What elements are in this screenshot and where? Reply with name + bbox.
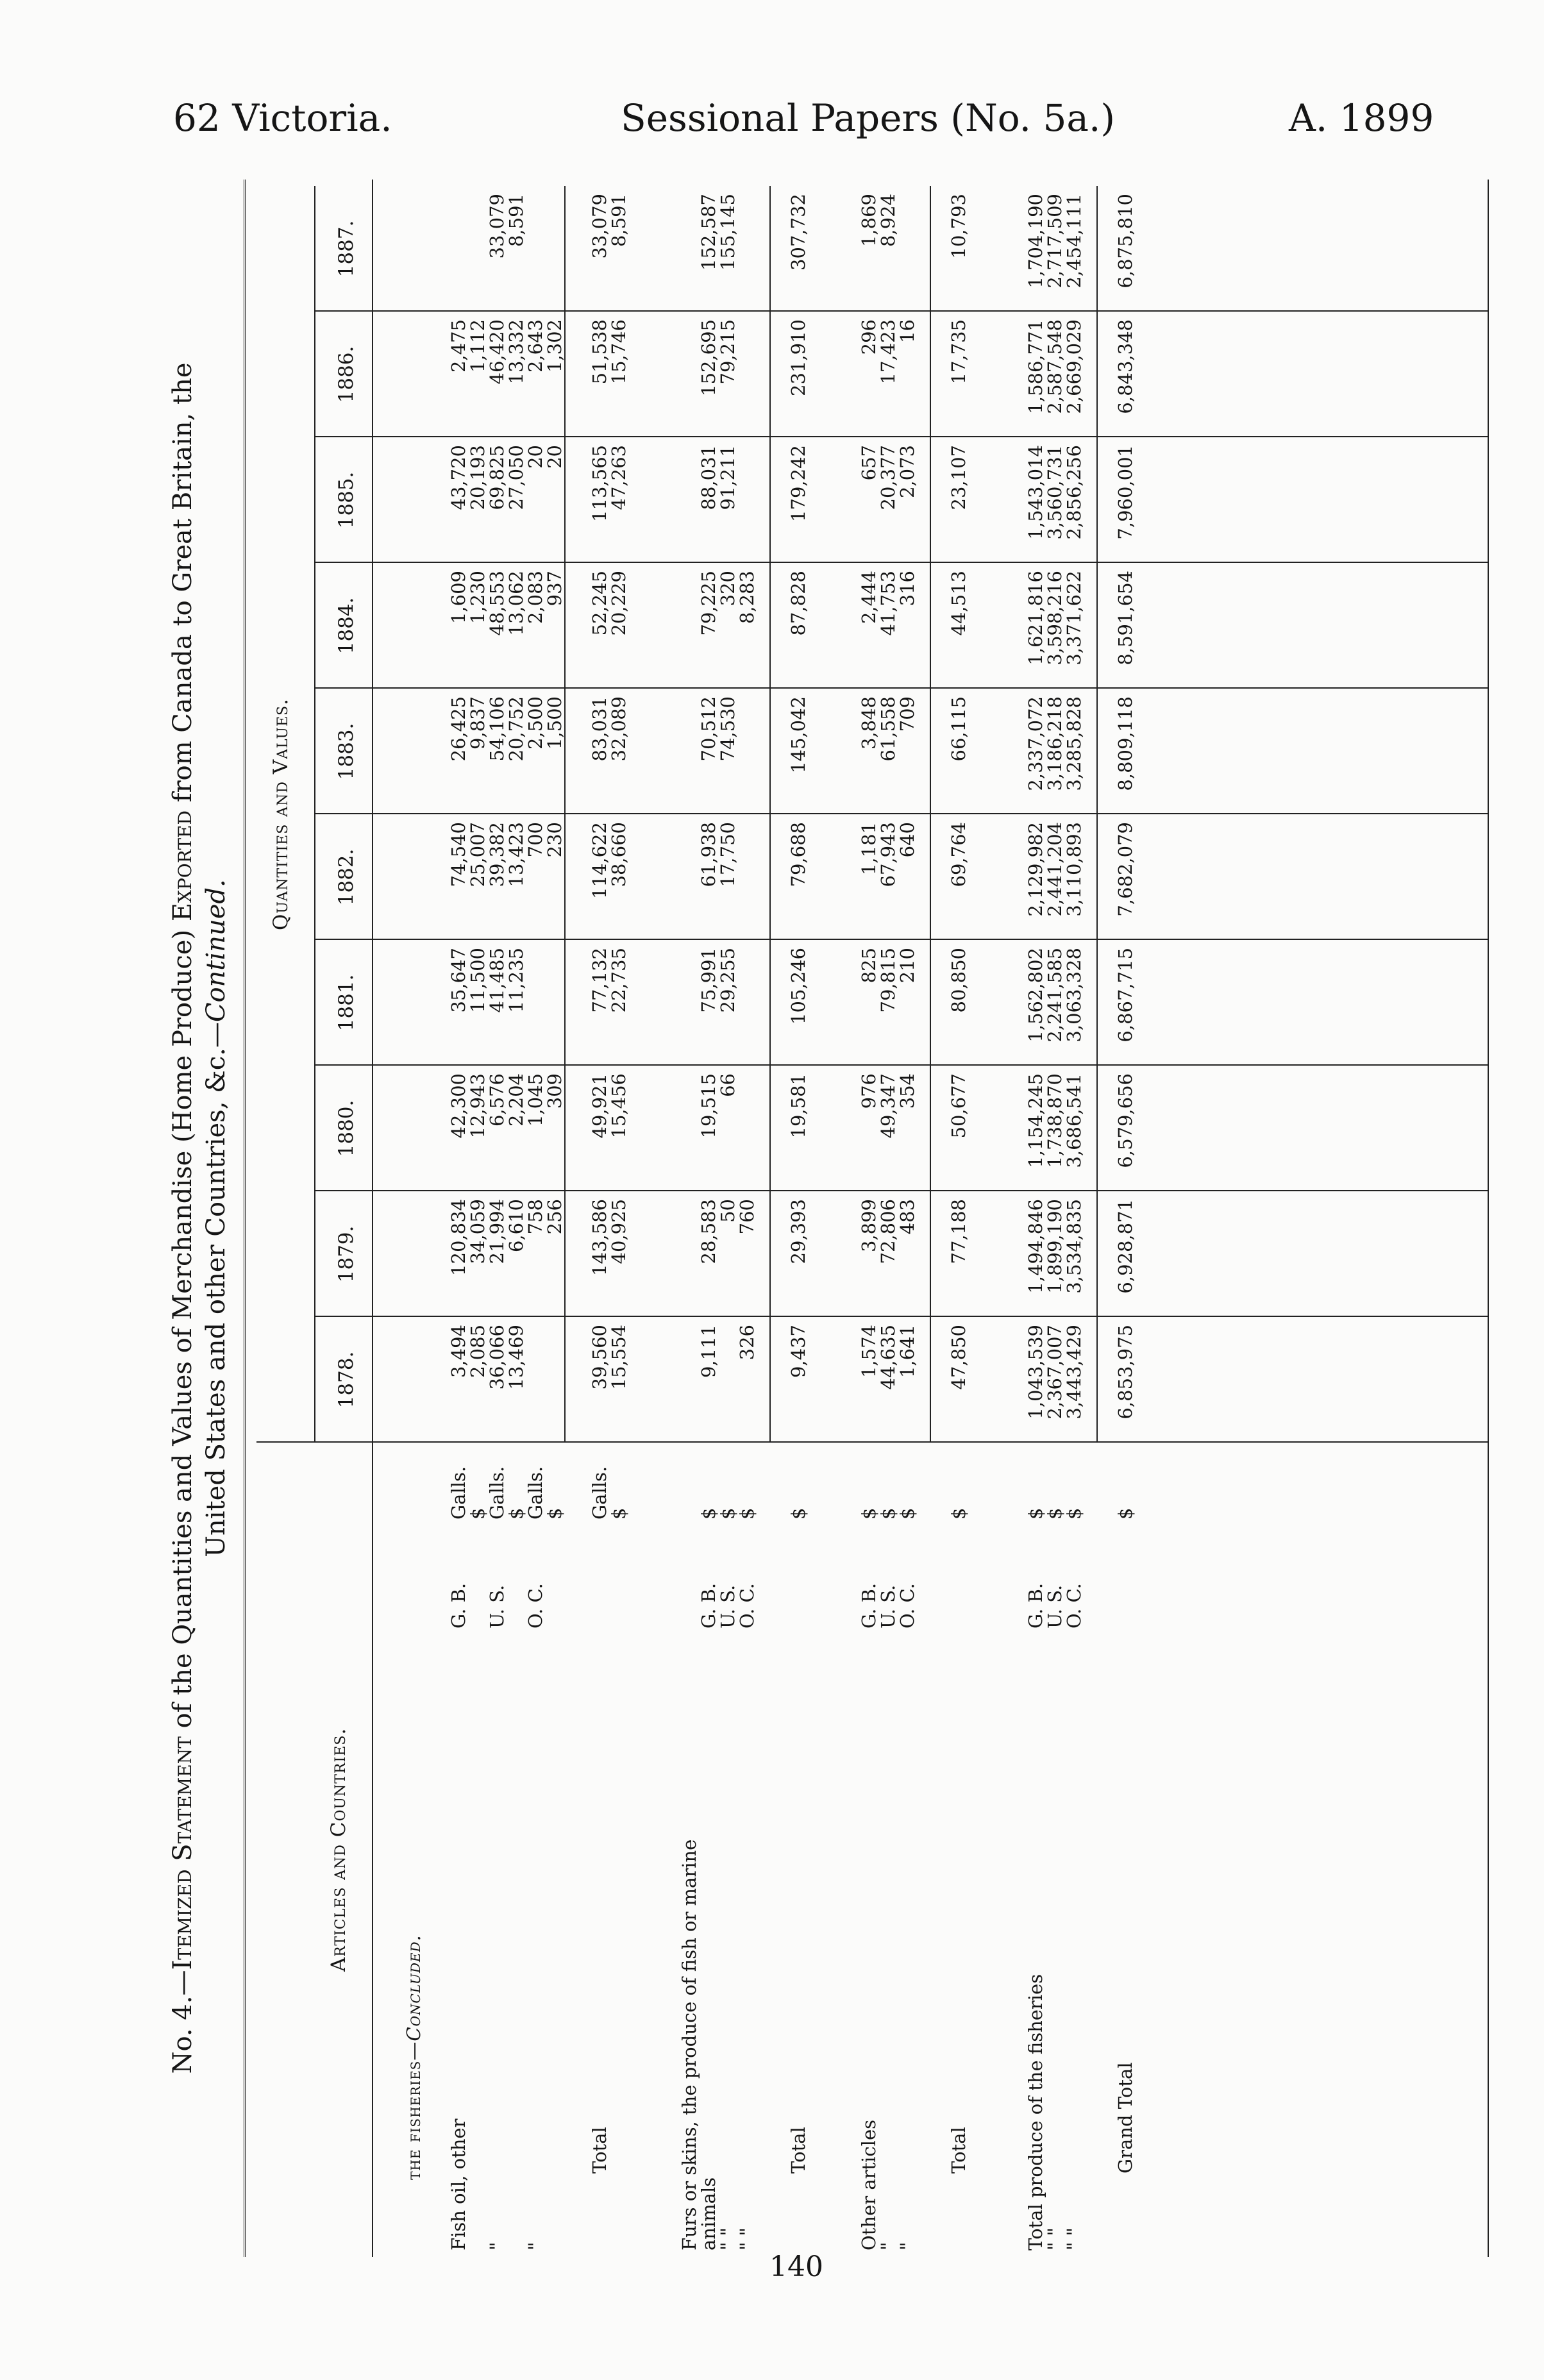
row-label: " [896, 2242, 918, 2250]
table-cell: 152,695 [698, 319, 719, 396]
table-cell: 25,007 [467, 822, 489, 887]
table-cell: 145,042 [787, 696, 809, 773]
table-cell: 1,543,014 [1025, 445, 1046, 540]
table-cell: 70,512 [698, 696, 719, 762]
row-unit: $ [896, 1507, 918, 1520]
table-cell: 1,043,539 [1025, 1325, 1046, 1420]
table-cell: 6,853,975 [1114, 1325, 1136, 1420]
table-cell: 709 [896, 696, 918, 732]
table-cell: 39,560 [589, 1325, 610, 1390]
table-cell: 66 [717, 1073, 739, 1097]
table-cell: 39,382 [486, 822, 508, 887]
table-cell: 67,943 [877, 822, 899, 887]
table-cell: 49,921 [589, 1073, 610, 1139]
table-cell: 61,938 [698, 822, 719, 887]
row-unit: $ [467, 1507, 489, 1520]
table-cell: 13,062 [505, 571, 527, 636]
table-cell: 2,500 [524, 696, 546, 750]
table-cell: 47,263 [608, 445, 630, 510]
row-unit: $ [717, 1507, 739, 1520]
table-cell: 3,494 [448, 1325, 469, 1379]
table-cell: 28,583 [698, 1199, 719, 1264]
table-cell: 35,647 [448, 948, 469, 1013]
table-cell: 15,554 [608, 1325, 630, 1390]
row-unit: Galls. [486, 1466, 508, 1520]
row-label: Total [948, 2127, 969, 2174]
table-cell: 2,241,585 [1044, 948, 1066, 1043]
table-cell: 36,066 [486, 1325, 508, 1390]
bottom-rule [1488, 180, 1489, 2257]
row-label: animals [698, 2177, 719, 2250]
row-label: Total [787, 2127, 809, 2174]
table-cell: 3,285,828 [1063, 696, 1085, 791]
row-unit: $ [948, 1507, 969, 1520]
row-unit: $ [1025, 1507, 1046, 1520]
table-cell: 2,367,007 [1044, 1325, 1066, 1420]
table-cell: 2,643 [524, 319, 546, 373]
row-country: O. C. [1063, 1583, 1085, 1629]
table-cell: 2,587,548 [1044, 319, 1066, 414]
table-cell: 760 [736, 1199, 758, 1235]
row-country: U. S. [1044, 1584, 1066, 1629]
table-cell: 6,867,715 [1114, 948, 1136, 1043]
table-cell: 42,300 [448, 1073, 469, 1139]
table-cell: 3,443,429 [1063, 1325, 1085, 1420]
table-cell: 20 [524, 445, 546, 469]
table-cell: 13,469 [505, 1325, 527, 1390]
table-cell: 77,188 [948, 1199, 969, 1264]
row-unit: $ [1114, 1507, 1136, 1520]
row-unit: $ [544, 1507, 566, 1520]
table-cell: 6,843,348 [1114, 319, 1136, 414]
row-label: " [877, 2242, 899, 2250]
table-cell: 326 [736, 1325, 758, 1361]
table-cell: 20,193 [467, 445, 489, 510]
row-unit: $ [787, 1507, 809, 1520]
year-header: 1883. [335, 723, 358, 780]
row-label: " [524, 2242, 546, 2250]
row-label: Fish oil, other [448, 2118, 469, 2250]
rotated-table-page [167, 180, 1507, 2257]
table-cell: 1,181 [858, 822, 880, 876]
table-cell: 79,815 [877, 948, 899, 1013]
table-cell: 9,437 [787, 1325, 809, 1379]
table-cell: 256 [544, 1199, 566, 1235]
table-cell: 43,720 [448, 445, 469, 510]
year-column-divider [314, 1190, 1488, 1191]
table-cell: 2,454,111 [1063, 194, 1085, 289]
table-cell: 13,332 [505, 319, 527, 385]
table-cell: 8,591 [608, 194, 630, 247]
table-cell: 307,732 [787, 194, 809, 271]
table-cell: 3,686,541 [1063, 1073, 1085, 1168]
table-cell: 7,960,001 [1114, 445, 1136, 540]
table-cell: 19,515 [698, 1073, 719, 1139]
rule-after-oil [564, 186, 566, 1443]
table-cell: 354 [896, 1073, 918, 1109]
table-cell: 2,444 [858, 571, 880, 624]
table-cell: 1,586,771 [1025, 319, 1046, 414]
table-cell: 41,485 [486, 948, 508, 1013]
table-cell: 8,591,654 [1114, 571, 1136, 666]
table-cell: 2,669,029 [1063, 319, 1085, 414]
table-cell: 1,494,846 [1025, 1199, 1046, 1294]
row-country: U. S. [486, 1584, 508, 1629]
year-column-divider [314, 436, 1488, 437]
table-cell: 6,875,810 [1114, 194, 1136, 289]
row-label: " [486, 2242, 508, 2250]
table-cell: 83,031 [589, 696, 610, 762]
table-cell: 1,045 [524, 1073, 546, 1127]
header-left: 62 Victoria. [173, 96, 392, 140]
table-cell: 69,825 [486, 445, 508, 510]
table-cell: 2,717,509 [1044, 194, 1066, 289]
table-cell: 17,735 [948, 319, 969, 385]
table-cell: 74,540 [448, 822, 469, 887]
table-cell: 113,565 [589, 445, 610, 522]
rule-after-other [930, 186, 931, 1443]
table-cell: 1,112 [467, 319, 489, 373]
table-cell: 2,129,982 [1025, 822, 1046, 917]
table-cell: 3,186,218 [1044, 696, 1066, 791]
table-cell: 2,856,256 [1063, 445, 1085, 540]
table-cell: 33,079 [589, 194, 610, 259]
table-cell: 3,534,835 [1063, 1199, 1085, 1294]
year-column-divider [314, 1316, 1488, 1317]
row-country: G. B. [698, 1582, 719, 1629]
table-cell: 17,750 [717, 822, 739, 887]
table-cell: 2,073 [896, 445, 918, 499]
table-cell: 51,538 [589, 319, 610, 385]
table-cell: 50 [717, 1199, 739, 1223]
articles-divider [256, 1441, 1488, 1443]
table-cell: 2,204 [505, 1073, 527, 1127]
table-cell: 27,050 [505, 445, 527, 510]
row-label: Grand Total [1114, 2062, 1136, 2174]
table-cell: 179,242 [787, 445, 809, 522]
year-column-divider [314, 939, 1488, 940]
table-cell: 20,377 [877, 445, 899, 510]
articles-heading: Articles and Countries. [327, 1727, 350, 1972]
table-cell: 80,850 [948, 948, 969, 1013]
table-cell: 8,591 [505, 194, 527, 247]
table-cell: 1,154,245 [1025, 1073, 1046, 1168]
table-cell: 9,111 [698, 1325, 719, 1379]
table-cell: 15,746 [608, 319, 630, 385]
table-cell: 38,660 [608, 822, 630, 887]
page-number: 140 [769, 2250, 823, 2283]
row-unit: $ [698, 1507, 719, 1520]
table-cell: 210 [896, 948, 918, 984]
table-cell: 8,809,118 [1114, 696, 1136, 791]
row-label: " " [736, 2227, 758, 2250]
table-cell: 6,928,871 [1114, 1199, 1136, 1294]
row-country: O. C. [896, 1583, 918, 1629]
table-cell: 231,910 [787, 319, 809, 396]
year-column-divider [314, 310, 1488, 312]
table-cell: 41,753 [877, 571, 899, 636]
table-cell: 79,225 [698, 571, 719, 636]
table-cell: 1,899,190 [1044, 1199, 1066, 1294]
table-cell: 47,850 [948, 1325, 969, 1390]
table-cell: 320 [717, 571, 739, 607]
table-cell: 77,132 [589, 948, 610, 1013]
table-cell: 72,806 [877, 1199, 899, 1264]
table-cell: 114,622 [589, 822, 610, 899]
table-cell: 2,083 [524, 571, 546, 624]
table-cell: 2,475 [448, 319, 469, 373]
row-country: U. S. [877, 1584, 899, 1629]
table-cell: 10,793 [948, 194, 969, 259]
table-cell: 44,513 [948, 571, 969, 636]
table-cell: 2,441,204 [1044, 822, 1066, 917]
table-cell: 825 [858, 948, 880, 984]
year-header: 1885. [335, 471, 358, 529]
rule-after-fisheries [1096, 186, 1098, 1443]
table-cell: 88,031 [698, 445, 719, 510]
table-cell: 20 [544, 445, 566, 469]
table-cell: 11,235 [505, 948, 527, 1013]
table-cell: 1,704,190 [1025, 194, 1046, 289]
table-cell: 29,393 [787, 1199, 809, 1264]
table-cell: 11,500 [467, 948, 489, 1013]
top-rule [244, 180, 246, 2257]
row-unit: $ [1063, 1507, 1085, 1520]
table-cell: 29,255 [717, 948, 739, 1013]
table-cell: 50,677 [948, 1073, 969, 1139]
table-cell: 26,425 [448, 696, 469, 762]
table-cell: 48,553 [486, 571, 508, 636]
table-cell: 21,994 [486, 1199, 508, 1264]
row-unit: $ [1044, 1507, 1066, 1520]
table-cell: 1,621,816 [1025, 571, 1046, 666]
table-cell: 316 [896, 571, 918, 607]
table-cell: 6,576 [486, 1073, 508, 1127]
table-cell: 6,579,656 [1114, 1073, 1136, 1168]
table-cell: 2,085 [467, 1325, 489, 1379]
quantities-values-heading: Quantities and Values. [269, 698, 292, 930]
row-label: " " [1063, 2227, 1085, 2250]
table-cell: 700 [524, 822, 546, 858]
table-cell: 296 [858, 319, 880, 355]
row-country: G. B. [448, 1582, 469, 1629]
table-cell: 1,574 [858, 1325, 880, 1379]
table-cell: 17,423 [877, 319, 899, 385]
year-header: 1878. [335, 1351, 358, 1409]
table-cell: 8,924 [877, 194, 899, 247]
row-unit: Galls. [589, 1466, 610, 1520]
header-center: Sessional Papers (No. 5a.) [621, 96, 1116, 140]
table-cell: 3,899 [858, 1199, 880, 1253]
row-unit: Galls. [524, 1466, 546, 1520]
row-label: Furs or skins, the produce of fish or marine [678, 1839, 700, 2250]
table-cell: 19,581 [787, 1073, 809, 1139]
table-cell: 23,107 [948, 445, 969, 510]
row-country: U. S. [717, 1584, 739, 1629]
table-cell: 120,834 [448, 1199, 469, 1276]
table-cell: 3,560,731 [1044, 445, 1066, 540]
section-label: the fisheries—Concluded. [403, 1934, 424, 2180]
table-cell: 3,848 [858, 696, 880, 750]
year-header: 1881. [335, 974, 358, 1032]
table-cell: 87,828 [787, 571, 809, 636]
year-header: 1886. [335, 346, 358, 403]
table-cell: 3,598,216 [1044, 571, 1066, 666]
year-column-divider [314, 813, 1488, 814]
table-cell: 2,337,072 [1025, 696, 1046, 791]
table-cell: 640 [896, 822, 918, 858]
table-title-line2: United States and other Countries, &c.—Continued. [201, 879, 231, 1557]
table-cell: 976 [858, 1073, 880, 1109]
header-bottom-rule [372, 180, 373, 2257]
table-cell: 1,230 [467, 571, 489, 624]
table-cell: 1,738,870 [1044, 1073, 1066, 1168]
row-label: Other articles [858, 2120, 880, 2250]
table-cell: 54,106 [486, 696, 508, 762]
row-unit: Galls. [448, 1466, 469, 1520]
year-header: 1880. [335, 1100, 358, 1157]
heading-divider [314, 186, 315, 1443]
year-header: 1882. [335, 848, 358, 906]
table-title-line1: No. 4.—Itemized Statement of the Quantities and Values of Merchandise (Home Produce) Exported from Canada to Great Britain, the [168, 362, 197, 2074]
table-cell: 49,347 [877, 1073, 899, 1139]
table-cell: 937 [544, 571, 566, 607]
table-cell: 8,283 [736, 571, 758, 624]
row-unit: $ [505, 1507, 527, 1520]
table-cell: 230 [544, 822, 566, 858]
table-cell: 66,115 [948, 696, 969, 762]
table-cell: 20,229 [608, 571, 630, 636]
table-cell: 105,246 [787, 948, 809, 1025]
table-cell: 1,302 [544, 319, 566, 373]
row-country: G. B. [858, 1582, 880, 1629]
table-cell: 6,610 [505, 1199, 527, 1253]
table-cell: 44,635 [877, 1325, 899, 1390]
table-cell: 52,245 [589, 571, 610, 636]
row-unit: $ [858, 1507, 880, 1520]
table-cell: 9,837 [467, 696, 489, 750]
row-label: Total produce of the fisheries [1025, 1974, 1046, 2250]
year-header: 1884. [335, 597, 358, 655]
row-country: G. B. [1025, 1582, 1046, 1629]
table-cell: 1,500 [544, 696, 566, 750]
table-cell: 69,764 [948, 822, 969, 887]
table-cell: 91,211 [717, 445, 739, 510]
year-column-divider [314, 562, 1488, 563]
table-cell: 309 [544, 1073, 566, 1109]
table-cell: 34,059 [467, 1199, 489, 1264]
table-cell: 75,991 [698, 948, 719, 1013]
header-right: A. 1899 [1289, 96, 1434, 140]
table-cell: 79,215 [717, 319, 739, 385]
table-cell: 61,558 [877, 696, 899, 762]
table-cell: 483 [896, 1199, 918, 1235]
row-label: Total [589, 2127, 610, 2174]
year-header: 1887. [335, 220, 358, 278]
table-cell: 1,609 [448, 571, 469, 624]
table-cell: 7,682,079 [1114, 822, 1136, 917]
table-cell: 46,420 [486, 319, 508, 385]
row-unit: $ [877, 1507, 899, 1520]
row-country: O. C. [736, 1583, 758, 1629]
table-cell: 74,530 [717, 696, 739, 762]
row-unit: $ [736, 1507, 758, 1520]
table-cell: 33,079 [486, 194, 508, 259]
table-cell: 143,586 [589, 1199, 610, 1276]
table-cell: 657 [858, 445, 880, 481]
year-header: 1879. [335, 1225, 358, 1283]
table-cell: 1,869 [858, 194, 880, 247]
table-cell: 1,641 [896, 1325, 918, 1379]
table-cell: 155,145 [717, 194, 739, 271]
table-cell: 40,925 [608, 1199, 630, 1264]
table-cell: 22,735 [608, 948, 630, 1013]
table-cell: 13,423 [505, 822, 527, 887]
table-cell: 3,063,328 [1063, 948, 1085, 1043]
year-column-divider [314, 687, 1488, 689]
table-cell: 16 [896, 319, 918, 343]
table-cell: 1,562,802 [1025, 948, 1046, 1043]
table-cell: 79,688 [787, 822, 809, 887]
table-cell: 3,110,893 [1063, 822, 1085, 917]
row-label: " " [717, 2227, 739, 2250]
table-cell: 758 [524, 1199, 546, 1235]
row-country: O. C. [524, 1583, 546, 1629]
row-unit: $ [608, 1507, 630, 1520]
table-cell: 12,943 [467, 1073, 489, 1139]
table-cell: 152,587 [698, 194, 719, 271]
row-label: " " [1044, 2227, 1066, 2250]
year-column-divider [314, 1064, 1488, 1066]
table-cell: 15,456 [608, 1073, 630, 1139]
table-cell: 3,371,622 [1063, 571, 1085, 666]
rule-after-furs [769, 186, 771, 1443]
table-cell: 32,089 [608, 696, 630, 762]
table-cell: 20,752 [505, 696, 527, 762]
